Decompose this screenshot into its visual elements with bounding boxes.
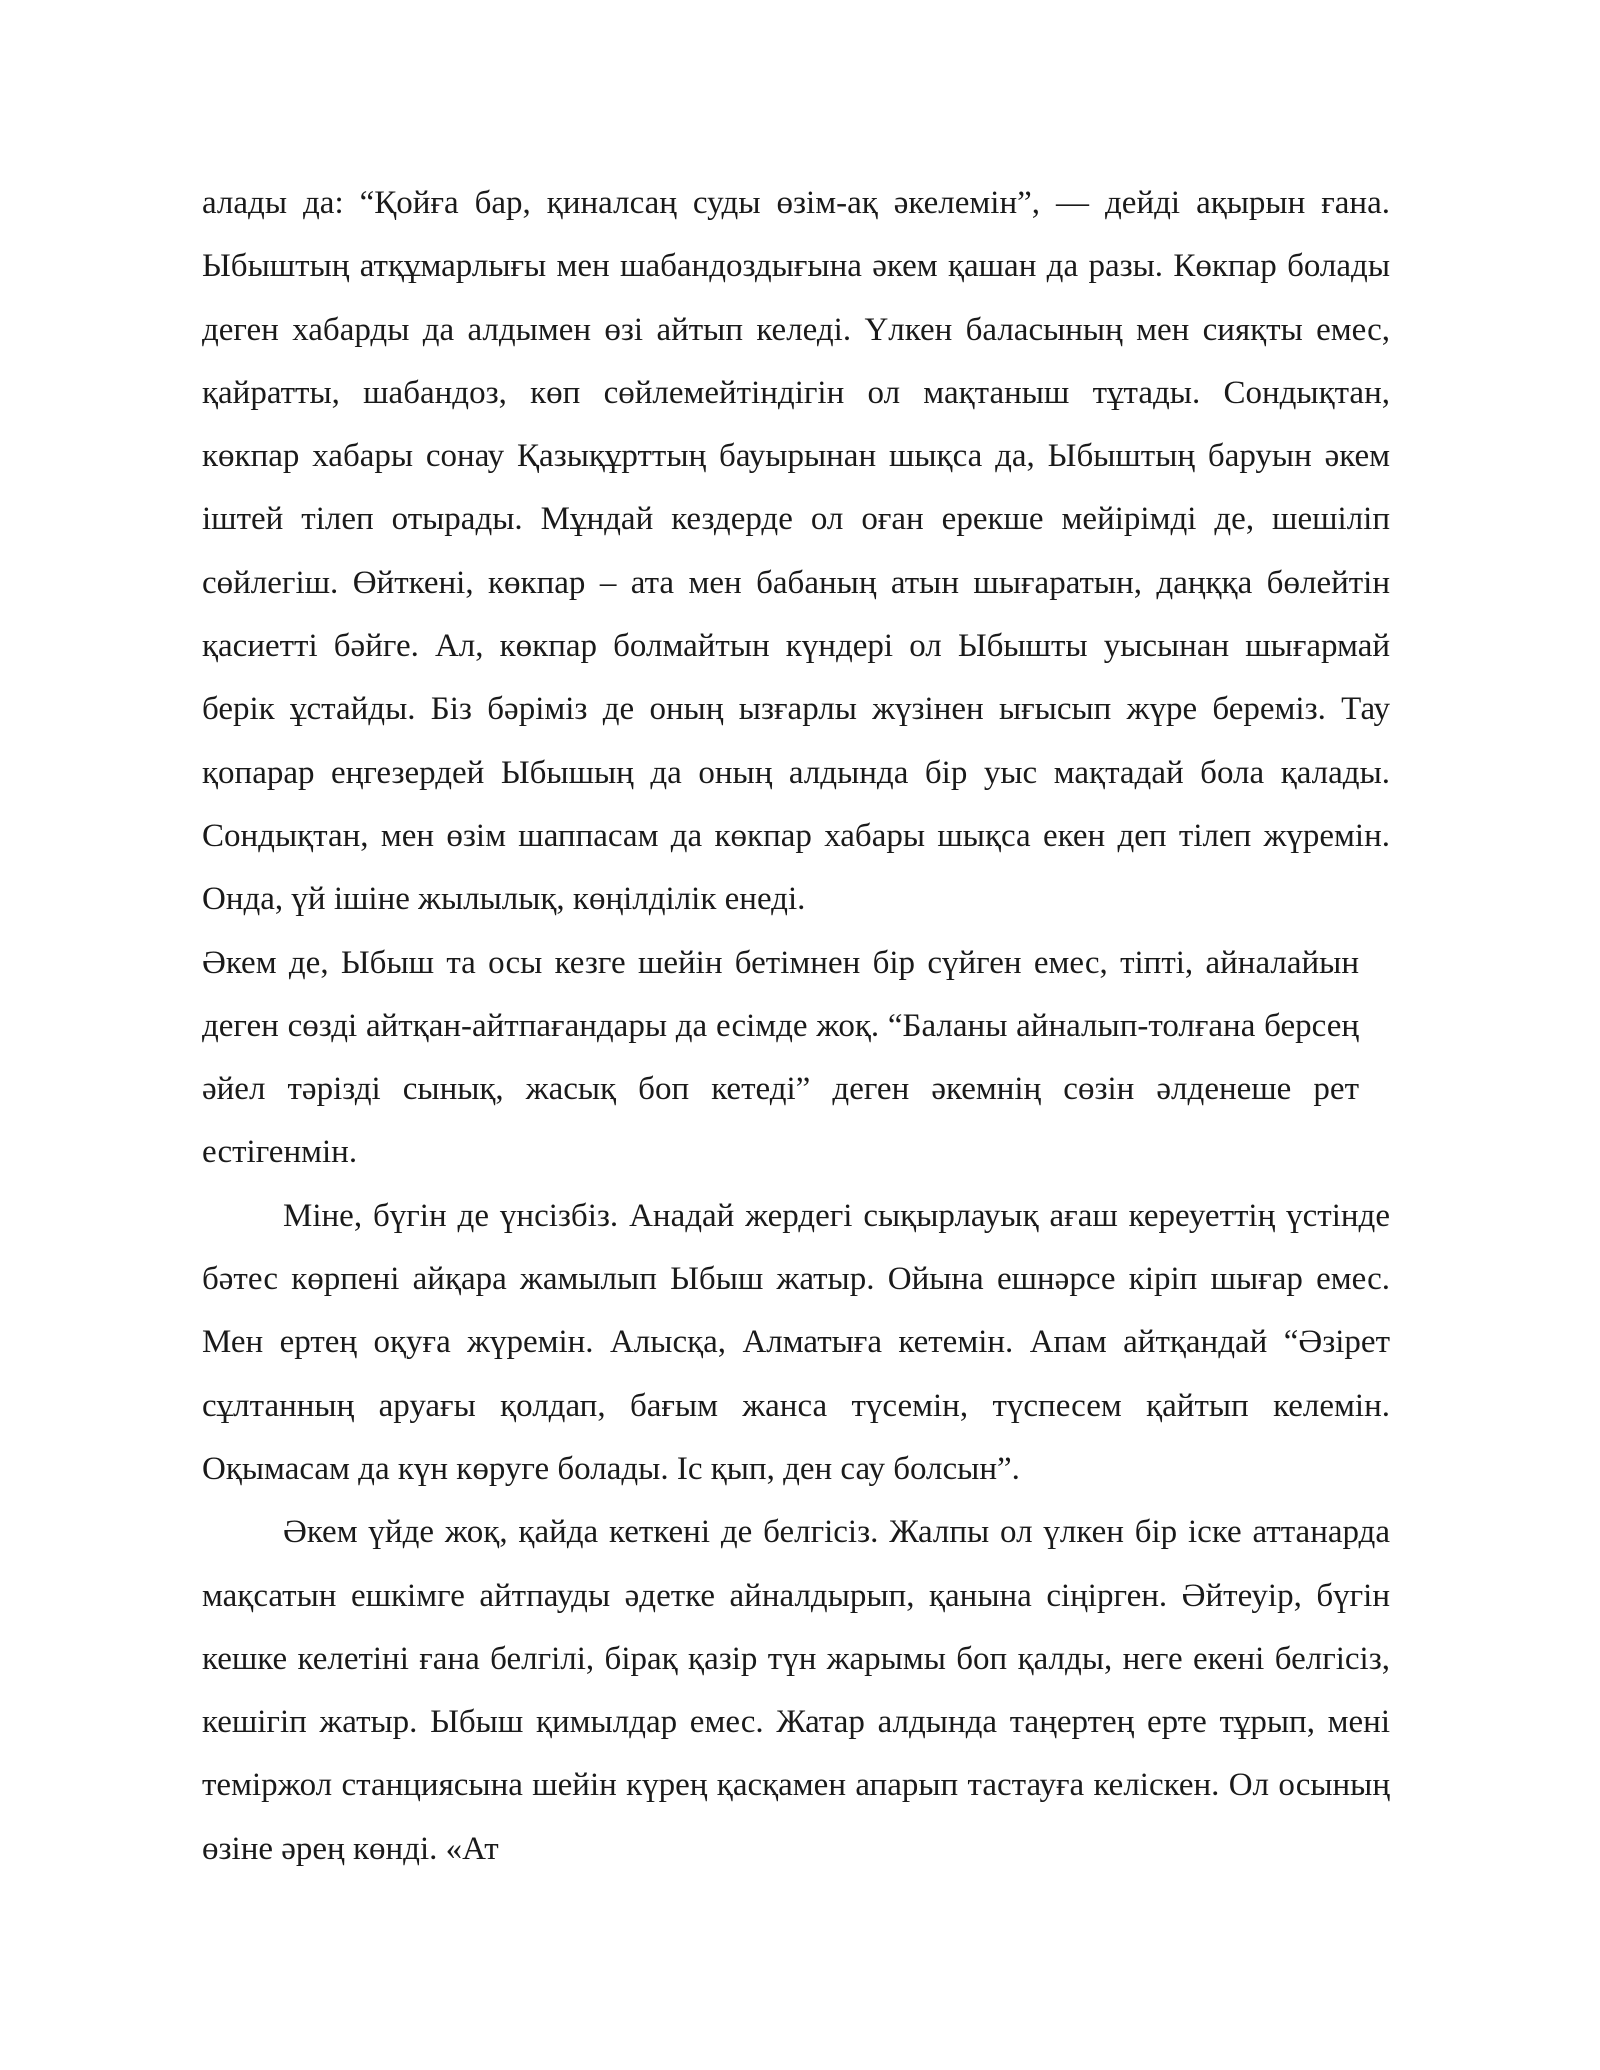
- document-body: [202, 172, 1390, 1881]
- paragraph-2: Әкем де, Ыбыш та осы кезге шейін бетімнен бір сүйген емес, тіпті, айналайын деген сөзді айтқан-айтпағандары да есімде жоқ. “Баланы айналып-толғана берсең әйел тәрізді сынық, жасық боп кетеді” деген әкемнің сөзін әлденеше рет естігенмін.: [202, 944, 1359, 1171]
- paragraph-3: Міне, бүгін де үнсізбіз. Анадай жердегі сықырлауық ағаш кереуеттің үстінде бәтес көрпені айқара жамылып Ыбыш жатыр. Ойына ешнәрсе кіріп шығар емес. Мен ертең оқуға жүремін. Алысқа, Алматыға кетемін. Апам айтқандай “Әзірет сұлтанның аруағы қолдап, бағым жанса түсемін, түспесем қайтып келемін. Оқымасам да күн көруге болады. Іс қып, ден сау болсын”.: [202, 1197, 1390, 1487]
- paragraph-1: алады да: “Қойға бар, қиналсаң суды өзім-ақ әкелемін”, — дейді ақырын ғана. Ыбыштың атқұмарлығы мен шабандоздығына әкем қашан да разы. Көкпар болады деген хабарды да алдымен өзі айтып келеді. Үлкен баласының мен сияқты емес, қайратты, шабандоз, көп сөйлемейтіндігін ол мақтаныш тұтады. Сондықтан, көкпар хабары сонау Қазықұрттың бауырынан шықса да, Ыбыштың баруын әкем іштей тілеп отырады. Мұндай кездерде ол оған ерекше мейірімді де, шешіліп сөйлегіш. Өйткені, көкпар – ата мен бабаның атын шығаратын, даңққа бөлейтін қасиетті бәйге. Ал, көкпар болмайтын күндері ол Ыбышты уысынан шығармай берік ұстайды. Біз бәріміз де оның ызғарлы жүзінен ығысып жүре береміз. Тау қопарар еңгезердей Ыбышың да оның алдында бір уыс мақтадай бола қалады. Сондықтан, мен өзім шаппасам да көкпар хабары шықса екен деп тілеп жүремін. Онда, үй ішіне жылылық, көңілділік енеді.: [202, 185, 1390, 918]
- paragraph-4: Әкем үйде жоқ, қайда кеткені де белгісіз. Жалпы ол үлкен бір іске аттанарда мақсатын ешкімге айтпауды әдетке айналдырып, қанына сіңірген. Әйтеуір, бүгін кешке келетіні ғана белгілі, бірақ қазір түн жарымы боп қалды, неге екені белгісіз, кешігіп жатыр. Ыбыш қимылдар емес. Жатар алдында таңертең ерте тұрып, мені теміржол станциясына шейін күрең қасқамен апарып тастауға келіскен. Ол осының өзіне әрең көнді. «Ат: [202, 1514, 1390, 1867]
